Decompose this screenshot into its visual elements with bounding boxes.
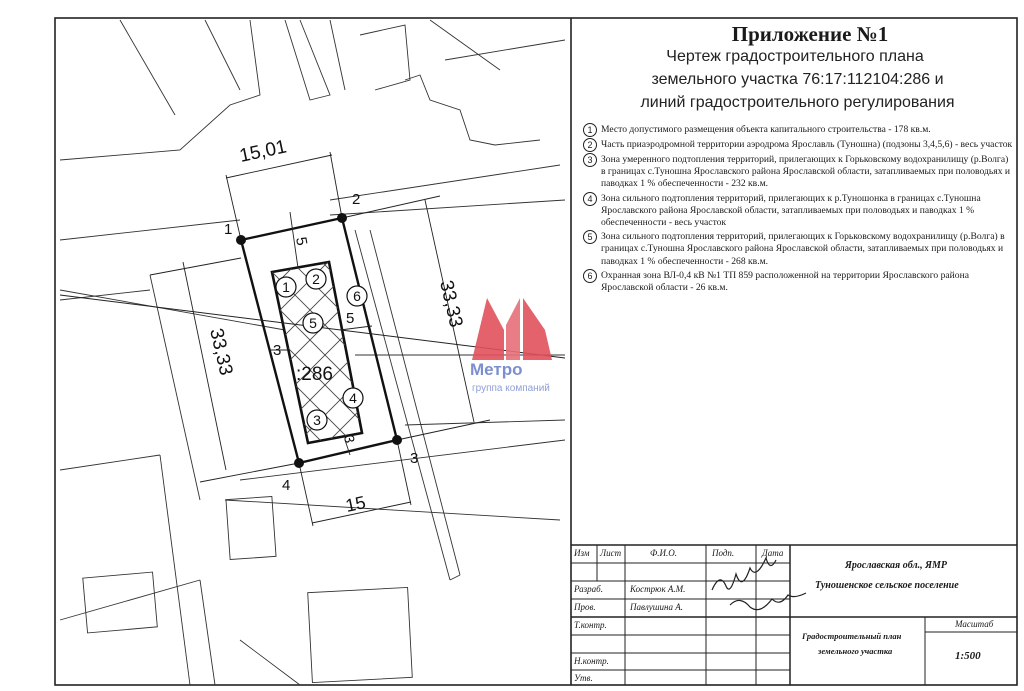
legend-number: 4 xyxy=(583,192,597,206)
signature-scribbles xyxy=(712,558,806,610)
tb-header-list: Лист xyxy=(600,548,622,558)
legend-item xyxy=(583,193,1013,230)
tb-org-region: Ярославская обл., ЯМР xyxy=(845,560,947,571)
legend-text: Зона умеренного подтопления территорий, прилегающих к Горьковскому водохранилищу (р.Волга) в границах с.Туношна Ярославского района Ярославской области, затапливаемых при половодьях и паводках 1 % обеспеченности - 232 кв.м. xyxy=(601,154,1011,190)
tb-doc-title-2: земельного участка xyxy=(818,646,893,656)
tb-role-razrab: Разраб. xyxy=(574,584,603,594)
point-label-3: 3 xyxy=(410,450,419,467)
point-label-2: 2 xyxy=(352,191,361,208)
tb-scale-label: Масштаб xyxy=(955,619,994,629)
tb-scale-value: 1:500 xyxy=(955,650,981,662)
metro-logo-mark xyxy=(472,298,552,360)
legend-number: 6 xyxy=(583,269,597,283)
tb-header-izm: Изм xyxy=(574,548,590,558)
zone-mark-5: 5 xyxy=(309,315,317,331)
legend-number: 3 xyxy=(583,153,597,167)
corner-point-4 xyxy=(294,458,304,468)
legend-text: Охранная зона ВЛ-0,4 кВ №1 ТП 859 расположенной на территории Ярославского района Ярославской области - 26 кв.м. xyxy=(601,269,969,294)
zone-mark-2: 2 xyxy=(312,271,320,287)
title-line-2: земельного участка 76:17:112104:286 и xyxy=(651,71,944,88)
zone-mark-1: 1 xyxy=(282,279,290,295)
legend-text: Зона сильного подтопления территорий, прилегающих к Горьковскому водохранилищу (р.Волга) в границах с.Туношна Ярославского района Ярославской области, затапливаемых при половодьях и паводках 1 % обеспеченности - 268 кв.м. xyxy=(601,231,1005,267)
legend-item xyxy=(583,270,1013,294)
tb-org-settlement: Туношенское сельское поселение xyxy=(815,580,959,591)
dim-top: 15,01 xyxy=(237,136,289,167)
logo-subtitle: группа компаний xyxy=(472,383,550,394)
legend-item xyxy=(583,154,1013,191)
buildable-hatch xyxy=(200,110,420,570)
legend-text: Место допустимого размещения объекта капитального строительства - 178 кв.м. xyxy=(601,124,931,135)
tb-role-utv: Утв. xyxy=(574,673,593,683)
dim-left: 33,33 xyxy=(205,326,237,378)
tb-header-podp: Подп. xyxy=(712,548,735,558)
dim-right: 33,33 xyxy=(435,278,467,330)
legend-item xyxy=(583,124,1013,137)
zone-mark-3: 3 xyxy=(313,412,321,428)
legend-text: Часть приаэродромной территории аэродрома Ярославль (Туношна) (подзоны 3,4,5,6) - весь участок xyxy=(601,139,1013,150)
setback-right: 5 xyxy=(346,310,355,327)
setback-bottom: 3 xyxy=(341,433,359,445)
setback-top: 5 xyxy=(292,235,311,247)
zone-mark-4: 4 xyxy=(349,390,357,406)
tb-name-razrab: Кострюк А.М. xyxy=(630,584,686,594)
parcel-label: :286 xyxy=(296,364,333,385)
point-label-4: 4 xyxy=(282,477,291,494)
logo-name: Метро xyxy=(470,360,523,379)
legend-text: Зона сильного подтопления территорий, прилегающих к р.Туношонка в границах с.Туношна Ярославского района Ярославской области, затапливаемых при половодьях и паводках 1 % обеспеченности - весь участок xyxy=(601,192,981,229)
legend-item xyxy=(583,231,1013,268)
point-label-1: 1 xyxy=(224,221,233,238)
tb-role-prov: Пров. xyxy=(574,602,596,612)
corner-point-3 xyxy=(392,435,402,445)
legend-number: 1 xyxy=(583,123,597,137)
title-line-1: Чертеж градостроительного плана xyxy=(666,48,924,65)
tb-name-prov: Павлушина А. xyxy=(630,602,683,612)
zone-mark-6: 6 xyxy=(353,288,361,304)
tb-header-data: Дата xyxy=(762,548,784,558)
title-line-3: линий градостроительного регулирования xyxy=(640,94,955,111)
legend-item xyxy=(583,139,1013,152)
tb-role-tkontr: Т.контр. xyxy=(574,620,607,630)
tb-header-fio: Ф.И.О. xyxy=(650,548,677,558)
tb-doc-title-1: Градостроительный план xyxy=(802,631,902,641)
corner-point-1 xyxy=(236,235,246,245)
legend xyxy=(583,124,1013,296)
legend-number: 5 xyxy=(583,230,597,244)
appendix-heading: Приложение №1 xyxy=(731,22,889,46)
title-block-grid xyxy=(571,545,1017,685)
dim-bottom: 15 xyxy=(343,492,368,516)
tb-role-nkontr: Н.контр. xyxy=(574,656,609,666)
setback-left: 3 xyxy=(273,342,282,359)
corner-point-2 xyxy=(337,213,347,223)
legend-number: 2 xyxy=(583,138,597,152)
